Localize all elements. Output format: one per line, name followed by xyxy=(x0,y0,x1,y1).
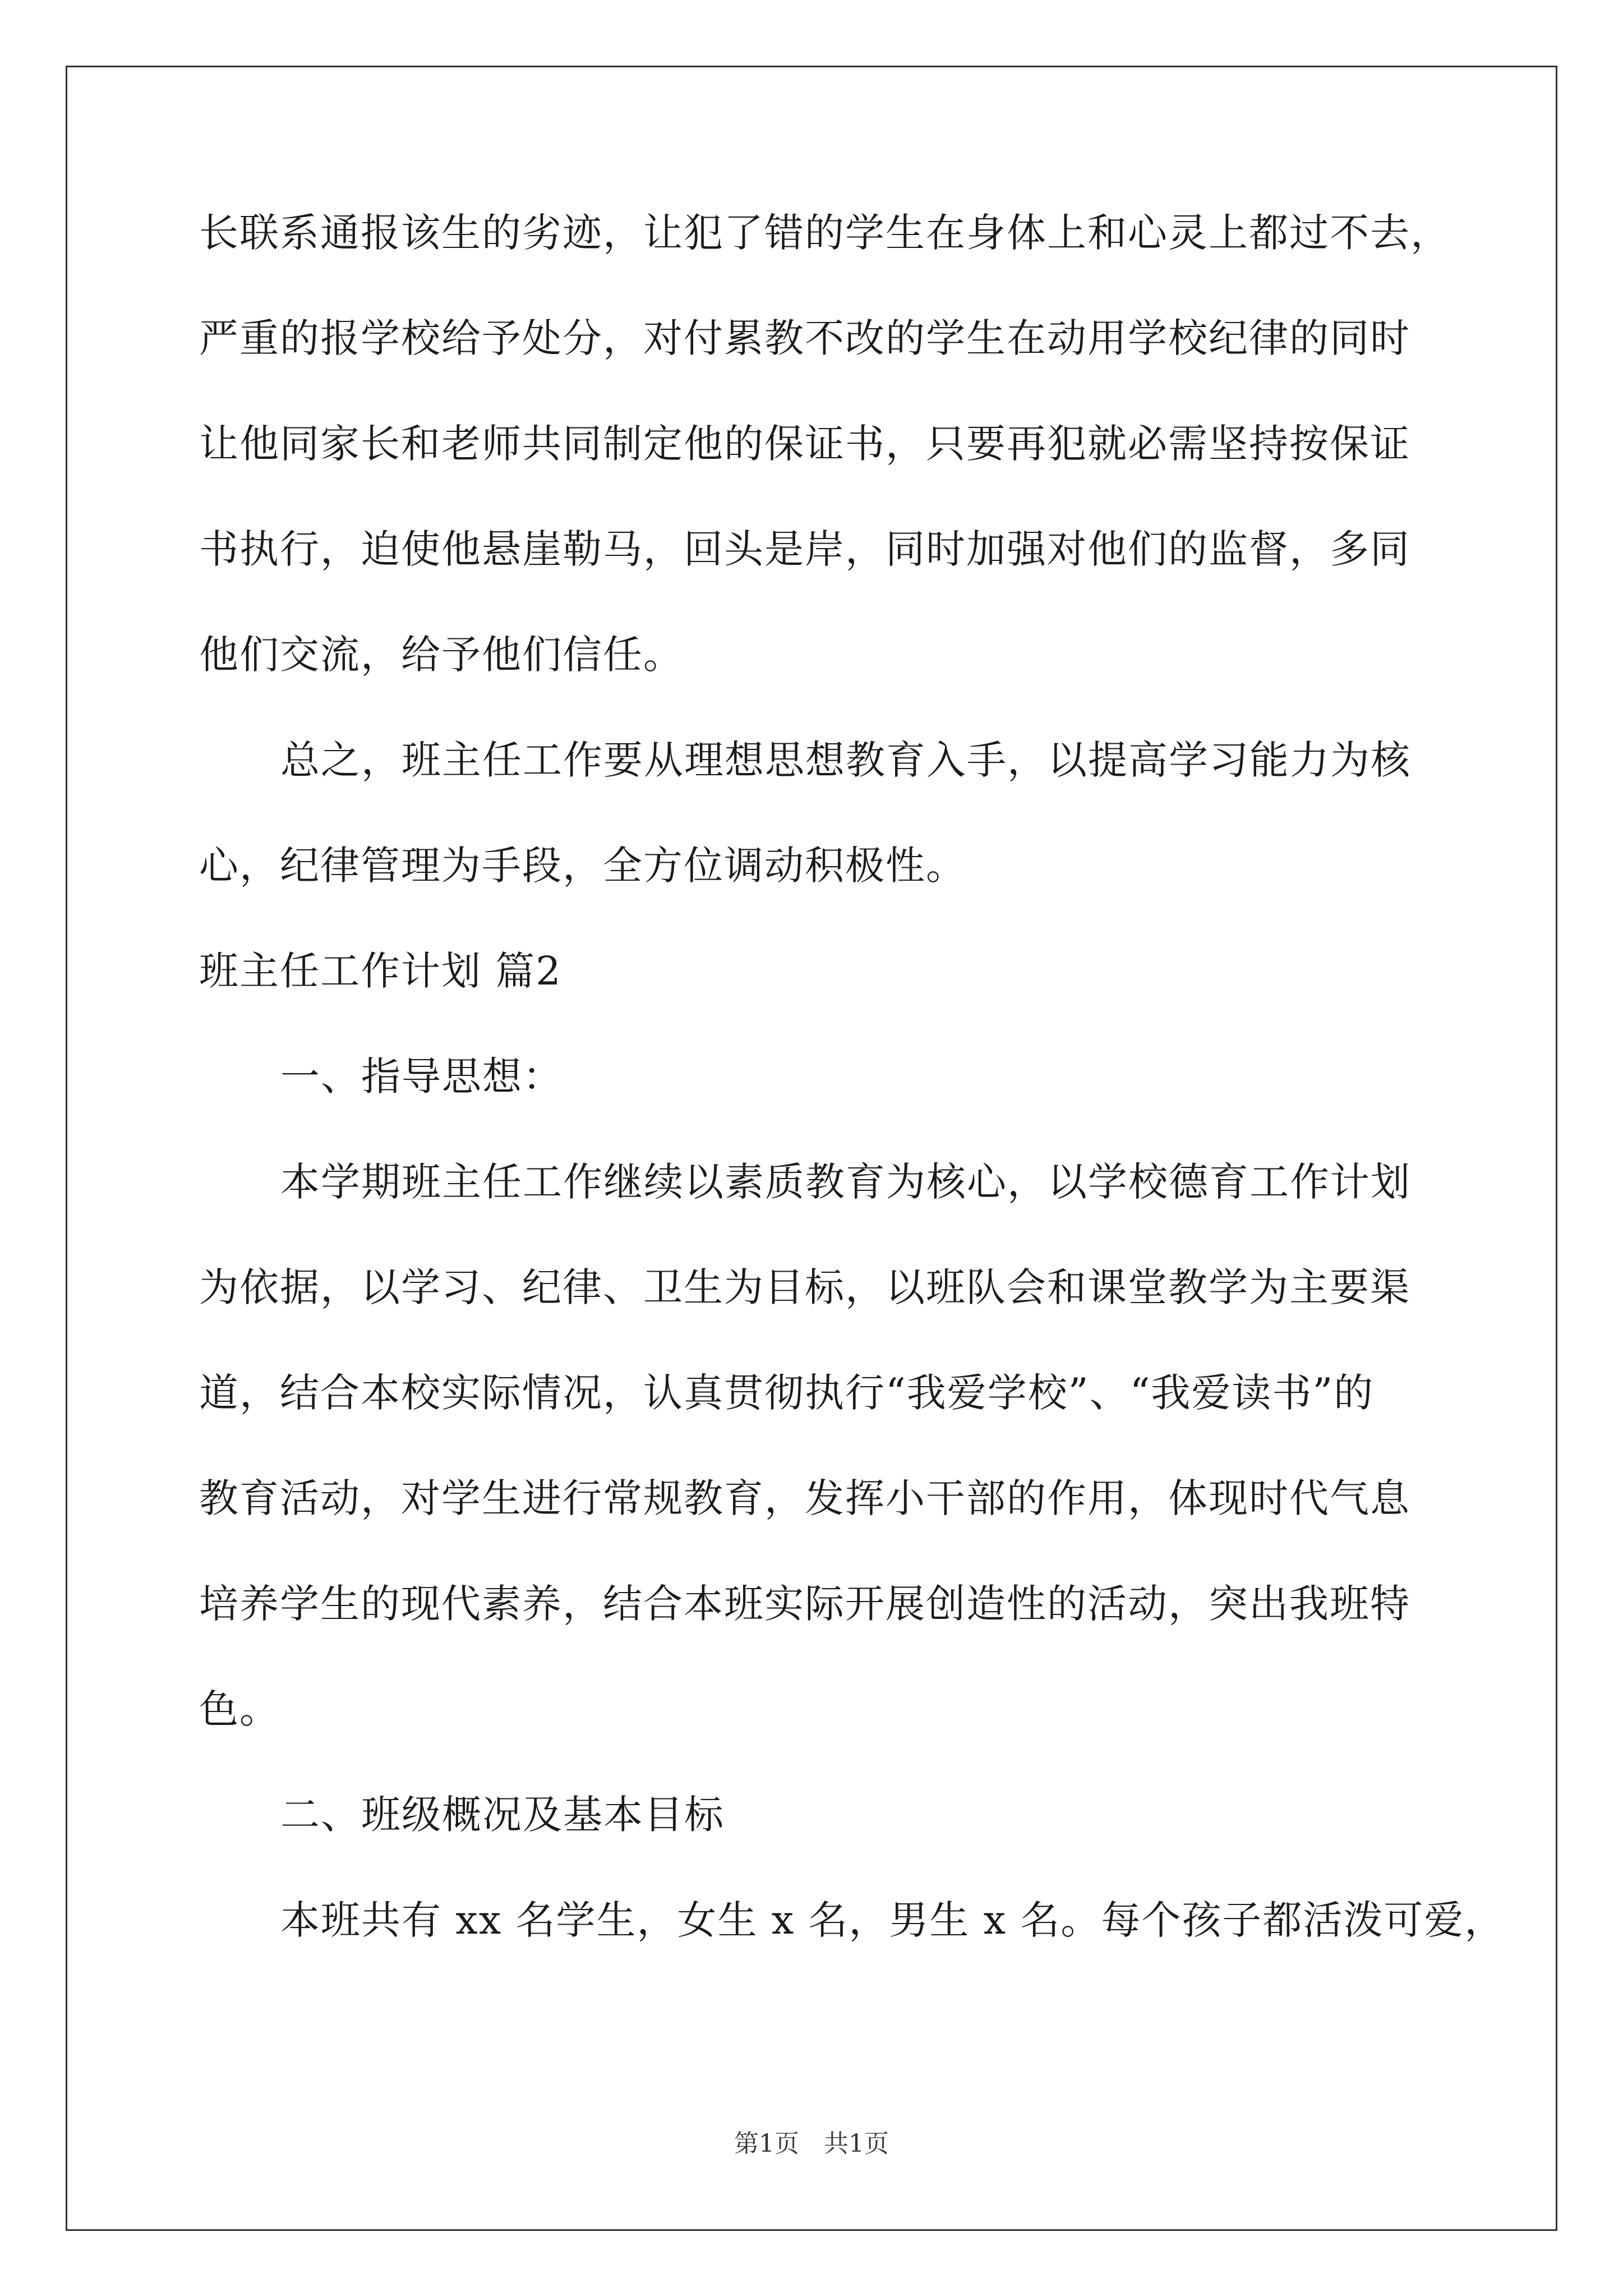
text-line: 书执行，迫使他悬崖勒马，回头是岸，同时加强对他们的监督，多同 xyxy=(199,526,1410,572)
text-line: 他们交流，给予他们信任。 xyxy=(199,632,684,678)
paragraph-start: 本班共有 xx 名学生，女生 x 名，男生 x 名。每个孩子都活泼可爱， xyxy=(280,1897,1505,1943)
paragraph-start: 总之，班主任工作要从理想思想教育入手，以提高学习能力为核 xyxy=(280,737,1411,783)
section-heading: 二、班级概况及基本目标 xyxy=(280,1792,725,1838)
text-line: 教育活动，对学生进行常规教育，发挥小干部的作用，体现时代气息 xyxy=(199,1475,1410,1521)
text-line: 让他同家长和老师共同制定他的保证书，只要再犯就必需坚持按保证 xyxy=(199,421,1410,467)
text-line: 道，结合本校实际情况，认真贯彻执行“我爱学校”、“我爱读书”的 xyxy=(199,1370,1375,1416)
page-footer: 第1页 共1页 xyxy=(734,2129,889,2158)
text-line: 长联系通报该生的劣迹，让犯了错的学生在身体上和心灵上都过不去， xyxy=(199,210,1451,256)
text-line: 心，纪律管理为手段，全方位调动积极性。 xyxy=(199,843,966,889)
text-line: 为依据，以学习、纪律、卫生为目标，以班队会和课堂教学为主要渠 xyxy=(199,1264,1410,1310)
text-line: 培养学生的现代素养，结合本班实际开展创造性的活动，突出我班特 xyxy=(199,1581,1410,1627)
paragraph-start: 本学期班主任工作继续以素质教育为核心，以学校德育工作计划 xyxy=(280,1159,1411,1205)
text-line: 色。 xyxy=(199,1686,280,1732)
text-line: 严重的报学校给予处分，对付累教不改的学生在动用学校纪律的同时 xyxy=(199,315,1410,361)
section-title: 班主任工作计划 篇2 xyxy=(199,948,562,994)
section-heading: 一、指导思想： xyxy=(280,1053,563,1099)
